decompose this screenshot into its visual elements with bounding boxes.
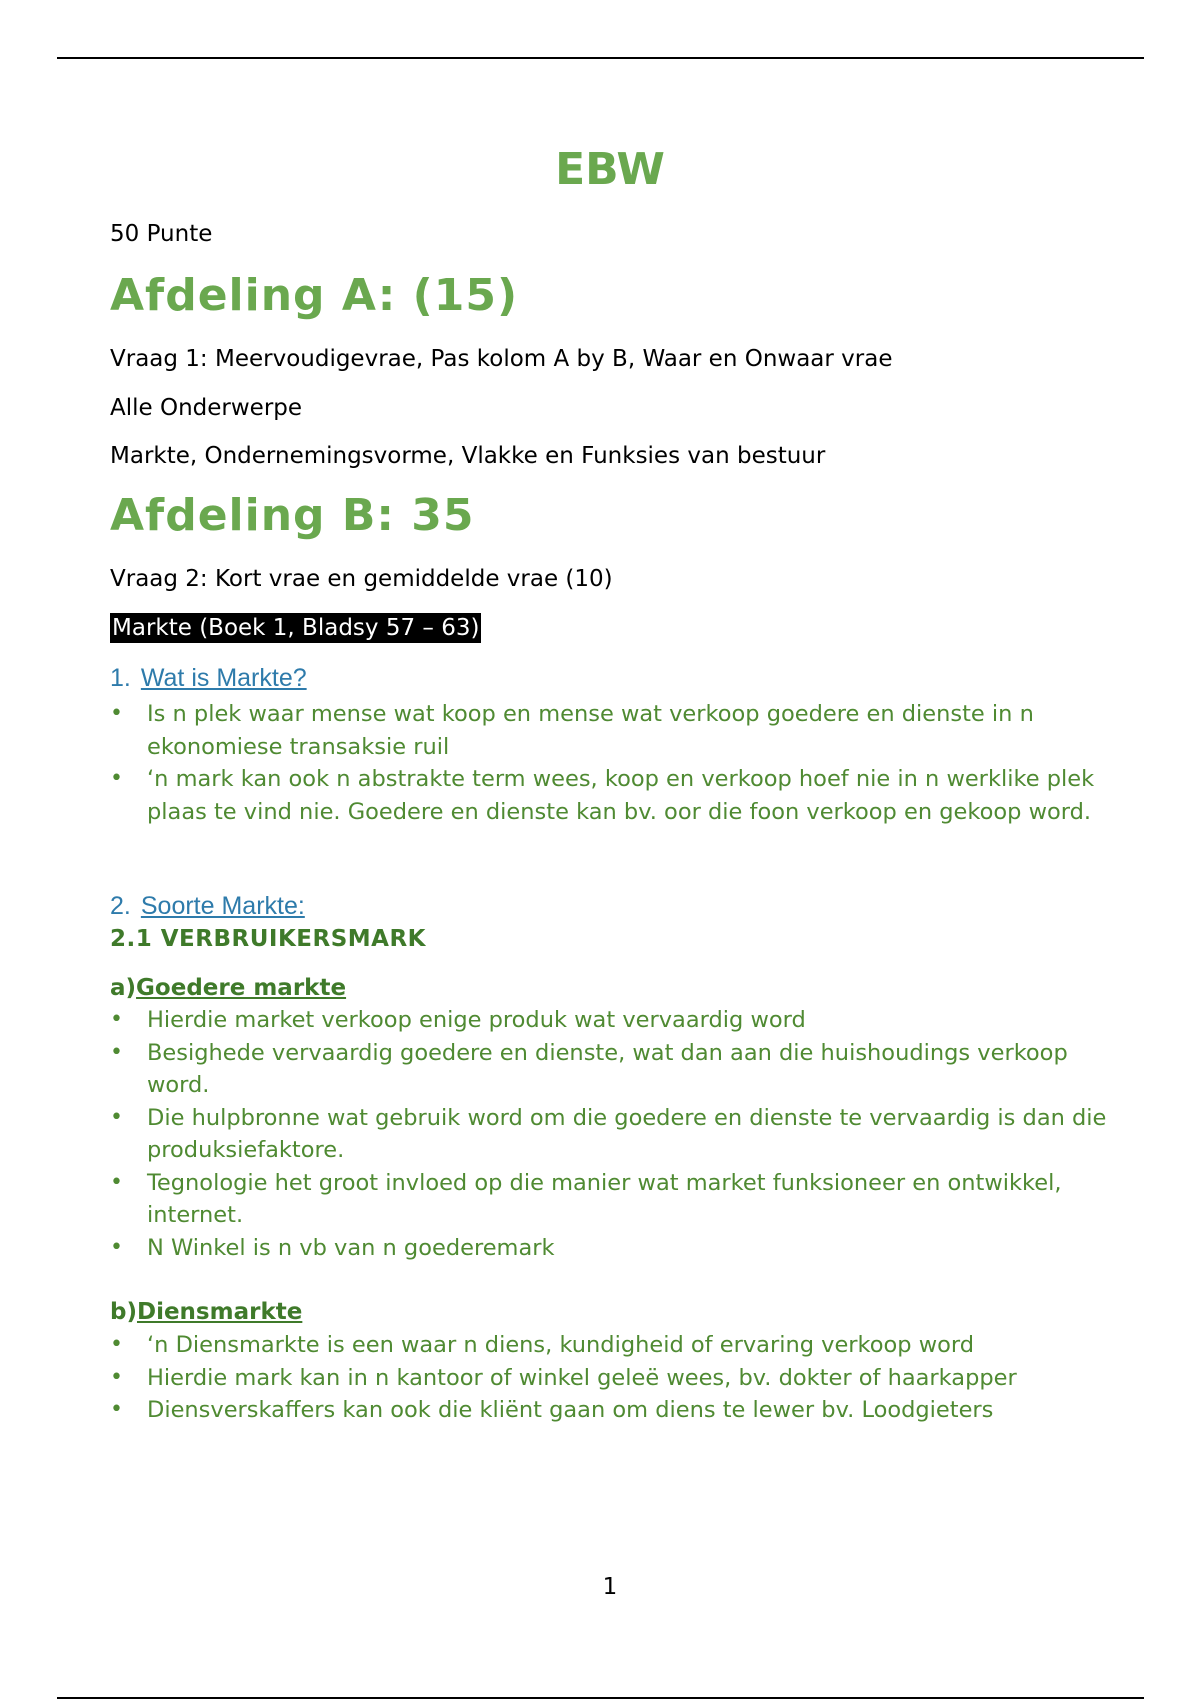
- highlighted-reference: Markte (Boek 1, Bladsy 57 – 63): [112, 615, 480, 641]
- list-item: • N Winkel is n vb van n goederemark: [110, 1232, 1110, 1265]
- document-title: EBW: [555, 144, 665, 195]
- q2-heading: [110, 890, 305, 922]
- points-total: 50 Punte: [110, 221, 213, 247]
- list-item: • Diensverskaffers kan ook die kliënt gaan om diens te lewer bv. Loodgieters: [110, 1394, 1110, 1427]
- list-item: • ‘n Diensmarkte is een waar n diens, kundigheid of ervaring verkoop word: [110, 1329, 1110, 1362]
- list-item: • ‘n mark kan ook n abstrakte term wees, koop en verkoop hoef nie in n werklike plek plaas te vind nie. Goedere en dienste kan bv. oor die foon verkoop en gekoop word.: [110, 763, 1110, 828]
- q1-title: Wat is Markte?: [140, 664, 307, 692]
- item-label: b): [110, 1299, 137, 1325]
- list-item: • Tegnologie het groot invloed op die manier wat market funksioneer en ontwikkel, internet.: [110, 1167, 1110, 1232]
- list-item: • Hierdie market verkoop enige produk wat vervaardig word: [110, 1004, 1110, 1037]
- q1-number: 1.: [110, 664, 131, 692]
- q1-heading: [110, 662, 307, 694]
- q2-number: 2.: [110, 892, 131, 920]
- q2-subheading: 2.1 VERBRUIKERSMARK: [110, 926, 426, 952]
- list-item: • Is n plek waar mense wat koop en mense wat verkoop goedere en dienste in n ekonomiese transaksie ruil: [110, 698, 1110, 763]
- page-number: 1: [602, 1574, 618, 1600]
- list-item: • Die hulpbronne wat gebruik word om die goedere en dienste te vervaardig is dan die produksiefaktore.: [110, 1102, 1110, 1167]
- item-label: a): [110, 975, 137, 1001]
- diensmarkte-heading: [110, 1297, 302, 1327]
- goedere-markte-heading: [110, 973, 346, 1003]
- list-item: • Besighede vervaardig goedere en dienste, wat dan aan die huishoudings verkoop word.: [110, 1037, 1110, 1102]
- list-item: • Hierdie mark kan in n kantoor of winkel geleë wees, bv. dokter of haarkapper: [110, 1362, 1110, 1395]
- item-title: Diensmarkte: [136, 1299, 303, 1325]
- goedere-markte-list: [110, 1004, 1110, 1264]
- q2-title: Soorte Markte:: [140, 892, 305, 920]
- q1-bullet-list: [110, 698, 1110, 828]
- section-b-heading: Afdeling B: 35: [110, 490, 475, 541]
- section-a-heading: Afdeling A: (15): [110, 270, 519, 321]
- section-a-line: Markte, Ondernemingsvorme, Vlakke en Funksies van bestuur: [110, 443, 826, 469]
- section-b-question: Vraag 2: Kort vrae en gemiddelde vrae (10): [110, 566, 613, 592]
- diensmarkte-list: [110, 1329, 1110, 1427]
- section-a-line: Alle Onderwerpe: [110, 395, 303, 421]
- header-rule: [57, 57, 1144, 59]
- footer-rule: [57, 1697, 1144, 1699]
- item-title: Goedere markte: [136, 975, 347, 1001]
- section-a-line: Vraag 1: Meervoudigevrae, Pas kolom A by B, Waar en Onwaar vrae: [110, 346, 893, 372]
